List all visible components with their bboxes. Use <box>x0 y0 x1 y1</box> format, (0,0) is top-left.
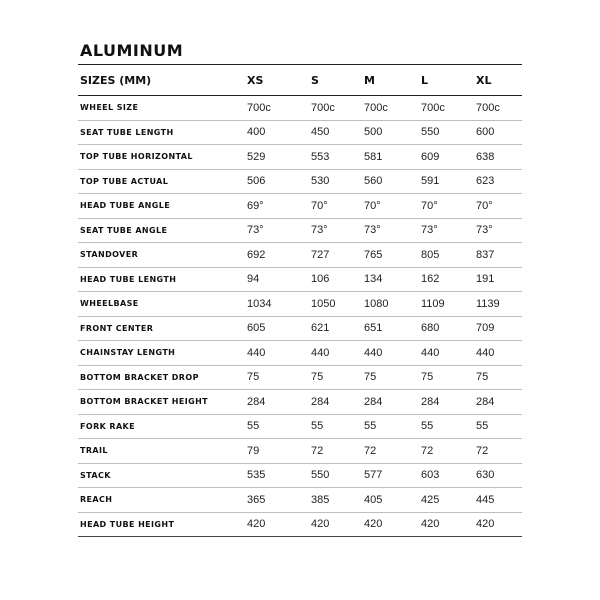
cell-value: 94 <box>245 267 309 292</box>
cell-value: 535 <box>245 463 309 488</box>
cell-value: 506 <box>245 169 309 194</box>
table-row <box>78 414 522 439</box>
cell-value: 72 <box>474 439 522 464</box>
cell-value: 55 <box>474 414 522 439</box>
cell-value: 603 <box>419 463 474 488</box>
table-row <box>78 243 522 268</box>
cell-value: 72 <box>309 439 362 464</box>
cell-value: 106 <box>309 267 362 292</box>
cell-value: 284 <box>245 390 309 415</box>
cell-value: 1109 <box>419 292 474 317</box>
geometry-table-body <box>78 96 522 537</box>
cell-value: 530 <box>309 169 362 194</box>
cell-value: 191 <box>474 267 522 292</box>
cell-value: 75 <box>474 365 522 390</box>
column-header-sizes: SIZES (MM) <box>78 65 245 96</box>
cell-value: 709 <box>474 316 522 341</box>
table-row <box>78 463 522 488</box>
cell-value: 605 <box>245 316 309 341</box>
cell-value: 55 <box>309 414 362 439</box>
row-label: CHAINSTAY LENGTH <box>78 341 245 366</box>
table-row <box>78 439 522 464</box>
cell-value: 621 <box>309 316 362 341</box>
cell-value: 837 <box>474 243 522 268</box>
cell-value: 700c <box>419 96 474 121</box>
cell-value: 420 <box>362 512 419 537</box>
row-label: REACH <box>78 488 245 513</box>
geometry-table <box>78 64 522 537</box>
cell-value: 79 <box>245 439 309 464</box>
row-label: TOP TUBE ACTUAL <box>78 169 245 194</box>
cell-value: 651 <box>362 316 419 341</box>
cell-value: 55 <box>419 414 474 439</box>
cell-value: 1139 <box>474 292 522 317</box>
cell-value: 284 <box>362 390 419 415</box>
cell-value: 75 <box>419 365 474 390</box>
cell-value: 1034 <box>245 292 309 317</box>
table-row <box>78 169 522 194</box>
cell-value: 1080 <box>362 292 419 317</box>
table-row <box>78 488 522 513</box>
cell-value: 700c <box>362 96 419 121</box>
page-title: ALUMINUM <box>80 41 184 60</box>
column-header-m: M <box>362 65 419 96</box>
cell-value: 581 <box>362 145 419 170</box>
row-label: SEAT TUBE ANGLE <box>78 218 245 243</box>
column-header-l: L <box>419 65 474 96</box>
cell-value: 553 <box>309 145 362 170</box>
cell-value: 420 <box>474 512 522 537</box>
table-row <box>78 145 522 170</box>
cell-value: 529 <box>245 145 309 170</box>
cell-value: 630 <box>474 463 522 488</box>
cell-value: 73° <box>419 218 474 243</box>
cell-value: 638 <box>474 145 522 170</box>
cell-value: 500 <box>362 120 419 145</box>
cell-value: 405 <box>362 488 419 513</box>
cell-value: 450 <box>309 120 362 145</box>
cell-value: 609 <box>419 145 474 170</box>
row-label: HEAD TUBE LENGTH <box>78 267 245 292</box>
cell-value: 73° <box>362 218 419 243</box>
cell-value: 600 <box>474 120 522 145</box>
row-label: SEAT TUBE LENGTH <box>78 120 245 145</box>
row-label: BOTTOM BRACKET HEIGHT <box>78 390 245 415</box>
cell-value: 550 <box>309 463 362 488</box>
cell-value: 623 <box>474 169 522 194</box>
cell-value: 445 <box>474 488 522 513</box>
column-header-xs: XS <box>245 65 309 96</box>
cell-value: 70° <box>474 194 522 219</box>
cell-value: 134 <box>362 267 419 292</box>
cell-value: 55 <box>362 414 419 439</box>
cell-value: 284 <box>419 390 474 415</box>
cell-value: 420 <box>419 512 474 537</box>
row-label: TOP TUBE HORIZONTAL <box>78 145 245 170</box>
cell-value: 420 <box>245 512 309 537</box>
row-label: TRAIL <box>78 439 245 464</box>
cell-value: 72 <box>419 439 474 464</box>
table-row <box>78 316 522 341</box>
cell-value: 440 <box>245 341 309 366</box>
cell-value: 55 <box>245 414 309 439</box>
cell-value: 284 <box>309 390 362 415</box>
cell-value: 72 <box>362 439 419 464</box>
cell-value: 400 <box>245 120 309 145</box>
cell-value: 75 <box>362 365 419 390</box>
table-row <box>78 267 522 292</box>
row-label: STANDOVER <box>78 243 245 268</box>
cell-value: 73° <box>309 218 362 243</box>
table-row <box>78 120 522 145</box>
row-label: WHEEL SIZE <box>78 96 245 121</box>
table-header-row <box>78 65 522 96</box>
cell-value: 385 <box>309 488 362 513</box>
cell-value: 680 <box>419 316 474 341</box>
table-row <box>78 292 522 317</box>
cell-value: 70° <box>309 194 362 219</box>
cell-value: 440 <box>419 341 474 366</box>
cell-value: 440 <box>474 341 522 366</box>
table-row <box>78 512 522 537</box>
cell-value: 69° <box>245 194 309 219</box>
cell-value: 420 <box>309 512 362 537</box>
cell-value: 805 <box>419 243 474 268</box>
cell-value: 440 <box>309 341 362 366</box>
cell-value: 365 <box>245 488 309 513</box>
cell-value: 727 <box>309 243 362 268</box>
column-header-s: S <box>309 65 362 96</box>
cell-value: 440 <box>362 341 419 366</box>
table-row <box>78 365 522 390</box>
row-label: HEAD TUBE ANGLE <box>78 194 245 219</box>
table-row <box>78 96 522 121</box>
cell-value: 284 <box>474 390 522 415</box>
row-label: STACK <box>78 463 245 488</box>
row-label: HEAD TUBE HEIGHT <box>78 512 245 537</box>
table-row <box>78 218 522 243</box>
cell-value: 692 <box>245 243 309 268</box>
cell-value: 162 <box>419 267 474 292</box>
table-row <box>78 341 522 366</box>
row-label: FORK RAKE <box>78 414 245 439</box>
row-label: WHEELBASE <box>78 292 245 317</box>
cell-value: 765 <box>362 243 419 268</box>
cell-value: 425 <box>419 488 474 513</box>
table-row <box>78 390 522 415</box>
row-label: FRONT CENTER <box>78 316 245 341</box>
cell-value: 73° <box>245 218 309 243</box>
row-label: BOTTOM BRACKET DROP <box>78 365 245 390</box>
cell-value: 550 <box>419 120 474 145</box>
cell-value: 577 <box>362 463 419 488</box>
cell-value: 591 <box>419 169 474 194</box>
cell-value: 700c <box>245 96 309 121</box>
cell-value: 75 <box>309 365 362 390</box>
cell-value: 1050 <box>309 292 362 317</box>
cell-value: 560 <box>362 169 419 194</box>
cell-value: 73° <box>474 218 522 243</box>
column-header-xl: XL <box>474 65 522 96</box>
cell-value: 700c <box>309 96 362 121</box>
table-row <box>78 194 522 219</box>
cell-value: 700c <box>474 96 522 121</box>
cell-value: 75 <box>245 365 309 390</box>
cell-value: 70° <box>419 194 474 219</box>
cell-value: 70° <box>362 194 419 219</box>
